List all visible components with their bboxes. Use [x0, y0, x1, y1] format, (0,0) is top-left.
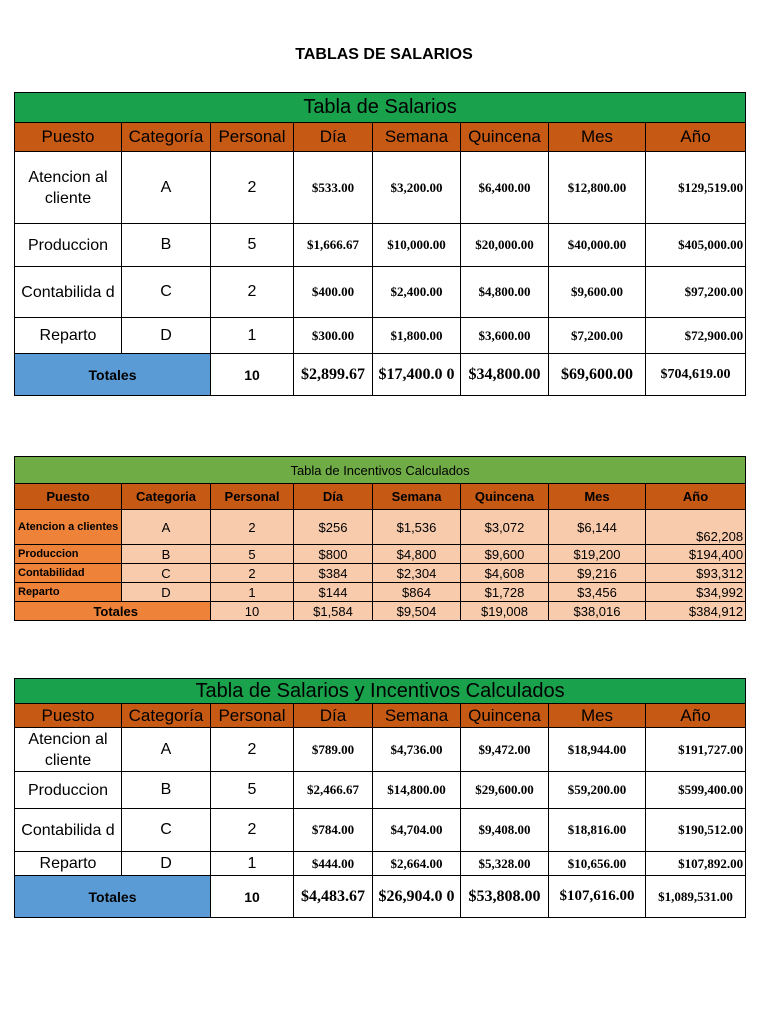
dia-cell: $533.00 [294, 152, 373, 224]
anio-cell: $34,992 [646, 583, 746, 602]
categoria-cell: C [122, 267, 211, 318]
mes-cell: $40,000.00 [549, 224, 646, 267]
column-header: Quincena [461, 484, 549, 510]
totals-mes: $38,016 [549, 602, 646, 621]
table-row [15, 772, 746, 809]
personal-cell: 1 [211, 318, 294, 354]
semana-cell: $4,736.00 [373, 728, 461, 772]
totals-mes: $69,600.00 [549, 354, 646, 396]
puesto-cell: Contabilida d [15, 809, 122, 852]
categoria-cell: B [122, 224, 211, 267]
column-header: Día [294, 484, 373, 510]
totals-personal: 10 [211, 354, 294, 396]
anio-cell: $194,400 [646, 545, 746, 564]
quincena-cell: $3,600.00 [461, 318, 549, 354]
column-header: Puesto [15, 123, 122, 152]
mes-cell: $12,800.00 [549, 152, 646, 224]
anio-cell: $62,208 [646, 510, 746, 545]
totals-anio: $384,912 [646, 602, 746, 621]
totals-anio: $1,089,531.00 [646, 876, 746, 918]
table-row [15, 564, 746, 583]
column-header: Categoría [122, 123, 211, 152]
totals-semana: $17,400.0 0 [373, 354, 461, 396]
table-row [15, 583, 746, 602]
semana-cell: $4,800 [373, 545, 461, 564]
anio-cell: $72,900.00 [646, 318, 746, 354]
semana-cell: $4,704.00 [373, 809, 461, 852]
personal-cell: 5 [211, 772, 294, 809]
column-header: Mes [549, 484, 646, 510]
quincena-cell: $5,328.00 [461, 852, 549, 876]
personal-cell: 2 [211, 564, 294, 583]
table-row [15, 318, 746, 354]
totals-quincena: $19,008 [461, 602, 549, 621]
totals-personal: 10 [211, 602, 294, 621]
column-header: Personal [211, 123, 294, 152]
totals-mes: $107,616.00 [549, 876, 646, 918]
categoria-cell: D [122, 318, 211, 354]
totals-semana: $26,904.0 0 [373, 876, 461, 918]
mes-cell: $9,216 [549, 564, 646, 583]
personal-cell: 2 [211, 152, 294, 224]
personal-cell: 1 [211, 583, 294, 602]
table-title: Tabla de Salarios [15, 93, 746, 123]
semana-cell: $864 [373, 583, 461, 602]
categoria-cell: C [122, 809, 211, 852]
mes-cell: $18,816.00 [549, 809, 646, 852]
puesto-cell: Atencion a clientes [15, 510, 122, 545]
dia-cell: $1,666.67 [294, 224, 373, 267]
personal-cell: 1 [211, 852, 294, 876]
mes-cell: $3,456 [549, 583, 646, 602]
totals-label: Totales [15, 354, 211, 396]
semana-cell: $10,000.00 [373, 224, 461, 267]
puesto-cell: Produccion [15, 545, 122, 564]
dia-cell: $800 [294, 545, 373, 564]
column-header: Categoría [122, 704, 211, 728]
table-row [15, 809, 746, 852]
categoria-cell: B [122, 545, 211, 564]
dia-cell: $2,466.67 [294, 772, 373, 809]
table-row [15, 267, 746, 318]
anio-cell: $599,400.00 [646, 772, 746, 809]
column-header: Año [646, 484, 746, 510]
column-header: Año [646, 704, 746, 728]
anio-cell: $191,727.00 [646, 728, 746, 772]
incentives-table [14, 456, 746, 621]
dia-cell: $400.00 [294, 267, 373, 318]
dia-cell: $300.00 [294, 318, 373, 354]
table-row [15, 545, 746, 564]
puesto-cell: Produccion [15, 224, 122, 267]
dia-cell: $256 [294, 510, 373, 545]
puesto-cell: Reparto [15, 318, 122, 354]
categoria-cell: D [122, 583, 211, 602]
anio-cell: $97,200.00 [646, 267, 746, 318]
puesto-cell: Atencion al cliente [15, 152, 122, 224]
personal-cell: 5 [211, 545, 294, 564]
dia-cell: $384 [294, 564, 373, 583]
categoria-cell: D [122, 852, 211, 876]
totals-personal: 10 [211, 876, 294, 918]
table-row [15, 852, 746, 876]
quincena-cell: $4,608 [461, 564, 549, 583]
semana-cell: $14,800.00 [373, 772, 461, 809]
dia-cell: $444.00 [294, 852, 373, 876]
categoria-cell: B [122, 772, 211, 809]
quincena-cell: $9,600 [461, 545, 549, 564]
column-header: Día [294, 123, 373, 152]
quincena-cell: $4,800.00 [461, 267, 549, 318]
puesto-cell: Produccion [15, 772, 122, 809]
quincena-cell: $20,000.00 [461, 224, 549, 267]
semana-cell: $1,800.00 [373, 318, 461, 354]
personal-cell: 5 [211, 224, 294, 267]
puesto-cell: Contabilida d [15, 267, 122, 318]
dia-cell: $789.00 [294, 728, 373, 772]
totals-dia: $2,899.67 [294, 354, 373, 396]
table-title: Tabla de Incentivos Calculados [15, 457, 746, 484]
dia-cell: $144 [294, 583, 373, 602]
puesto-cell: Reparto [15, 583, 122, 602]
personal-cell: 2 [211, 510, 294, 545]
quincena-cell: $9,472.00 [461, 728, 549, 772]
anio-cell: $93,312 [646, 564, 746, 583]
semana-cell: $2,304 [373, 564, 461, 583]
personal-cell: 2 [211, 267, 294, 318]
puesto-cell: Contabilidad [15, 564, 122, 583]
categoria-cell: C [122, 564, 211, 583]
column-header: Mes [549, 704, 646, 728]
anio-cell: $129,519.00 [646, 152, 746, 224]
column-header: Personal [211, 484, 294, 510]
column-header: Semana [373, 123, 461, 152]
table-row [15, 152, 746, 224]
mes-cell: $7,200.00 [549, 318, 646, 354]
mes-cell: $10,656.00 [549, 852, 646, 876]
table-row [15, 224, 746, 267]
column-header: Semana [373, 484, 461, 510]
quincena-cell: $9,408.00 [461, 809, 549, 852]
quincena-cell: $6,400.00 [461, 152, 549, 224]
anio-cell: $107,892.00 [646, 852, 746, 876]
semana-cell: $3,200.00 [373, 152, 461, 224]
column-header: Semana [373, 704, 461, 728]
personal-cell: 2 [211, 809, 294, 852]
column-header: Puesto [15, 484, 122, 510]
combined-table [14, 678, 746, 918]
totals-quincena: $53,808.00 [461, 876, 549, 918]
table-row [15, 728, 746, 772]
dia-cell: $784.00 [294, 809, 373, 852]
column-header: Categoria [122, 484, 211, 510]
totals-anio: $704,619.00 [646, 354, 746, 396]
column-header: Día [294, 704, 373, 728]
mes-cell: $19,200 [549, 545, 646, 564]
totals-row [15, 354, 746, 396]
totals-label: Totales [15, 876, 211, 918]
totals-label: Totales [15, 602, 211, 621]
totals-row [15, 876, 746, 918]
anio-cell: $405,000.00 [646, 224, 746, 267]
column-header: Mes [549, 123, 646, 152]
column-header: Quincena [461, 704, 549, 728]
column-header: Quincena [461, 123, 549, 152]
totals-dia: $4,483.67 [294, 876, 373, 918]
puesto-cell: Reparto [15, 852, 122, 876]
column-header: Personal [211, 704, 294, 728]
quincena-cell: $1,728 [461, 583, 549, 602]
table-title: Tabla de Salarios y Incentivos Calculados [15, 679, 746, 704]
categoria-cell: A [122, 510, 211, 545]
totals-dia: $1,584 [294, 602, 373, 621]
mes-cell: $9,600.00 [549, 267, 646, 318]
semana-cell: $2,664.00 [373, 852, 461, 876]
semana-cell: $1,536 [373, 510, 461, 545]
semana-cell: $2,400.00 [373, 267, 461, 318]
mes-cell: $18,944.00 [549, 728, 646, 772]
anio-cell: $190,512.00 [646, 809, 746, 852]
mes-cell: $6,144 [549, 510, 646, 545]
quincena-cell: $29,600.00 [461, 772, 549, 809]
totals-quincena: $34,800.00 [461, 354, 549, 396]
categoria-cell: A [122, 152, 211, 224]
totals-row [15, 602, 746, 621]
table-row [15, 510, 746, 545]
page-title: TABLAS DE SALARIOS [295, 46, 473, 63]
personal-cell: 2 [211, 728, 294, 772]
column-header: Año [646, 123, 746, 152]
salary-table [14, 92, 746, 396]
puesto-cell: Atencion al cliente [15, 728, 122, 772]
categoria-cell: A [122, 728, 211, 772]
mes-cell: $59,200.00 [549, 772, 646, 809]
totals-semana: $9,504 [373, 602, 461, 621]
column-header: Puesto [15, 704, 122, 728]
quincena-cell: $3,072 [461, 510, 549, 545]
